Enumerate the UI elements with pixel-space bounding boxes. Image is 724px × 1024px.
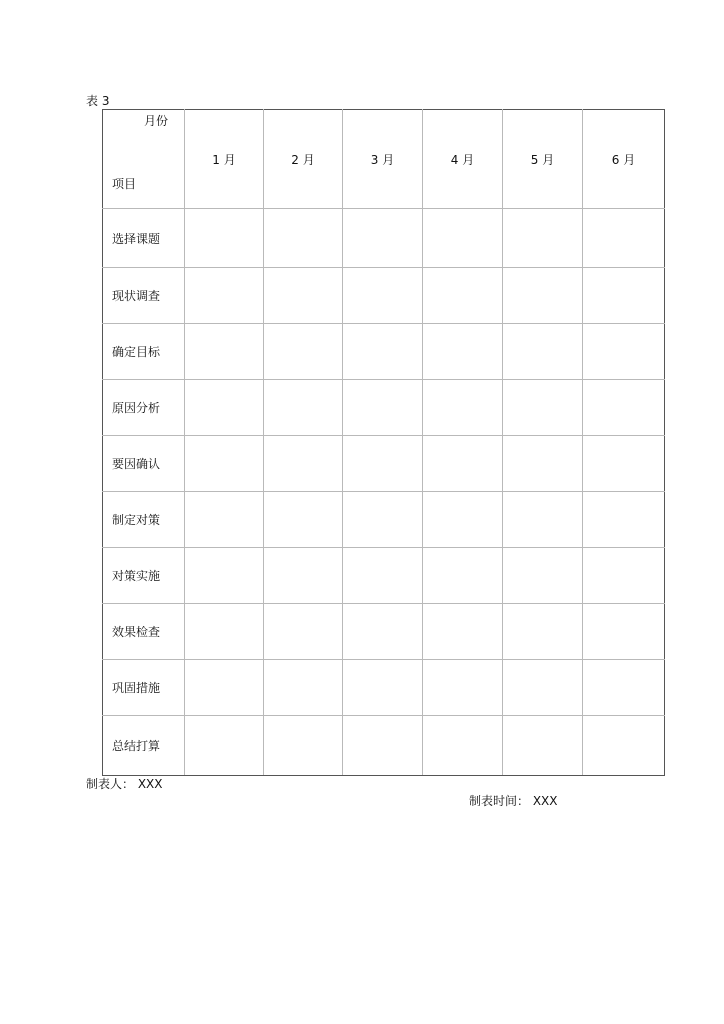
row-label-make-measures: 制定对策	[103, 492, 185, 548]
schedule-cell[interactable]	[343, 380, 423, 436]
row-label-consolidate: 巩固措施	[103, 660, 185, 716]
schedule-cell[interactable]	[503, 209, 583, 268]
schedule-cell[interactable]	[264, 268, 343, 324]
schedule-cell[interactable]	[503, 324, 583, 380]
corner-header-cell	[103, 110, 185, 209]
schedule-cell[interactable]	[423, 548, 503, 604]
schedule-cell[interactable]	[264, 716, 343, 776]
schedule-cell[interactable]	[503, 604, 583, 660]
schedule-cell[interactable]	[343, 324, 423, 380]
schedule-cell[interactable]	[343, 548, 423, 604]
schedule-cell[interactable]	[423, 209, 503, 268]
schedule-cell[interactable]	[343, 209, 423, 268]
schedule-cell[interactable]	[185, 660, 264, 716]
schedule-cell[interactable]	[185, 716, 264, 776]
schedule-cell[interactable]	[185, 604, 264, 660]
schedule-cell[interactable]	[423, 660, 503, 716]
schedule-cell[interactable]	[503, 548, 583, 604]
schedule-cell[interactable]	[583, 268, 665, 324]
schedule-cell[interactable]	[583, 716, 665, 776]
schedule-cell[interactable]	[264, 604, 343, 660]
schedule-cell[interactable]	[583, 604, 665, 660]
schedule-cell[interactable]	[343, 492, 423, 548]
schedule-cell[interactable]	[343, 604, 423, 660]
schedule-cell[interactable]	[185, 548, 264, 604]
schedule-cell[interactable]	[503, 660, 583, 716]
schedule-cell[interactable]	[423, 716, 503, 776]
schedule-cell[interactable]	[264, 380, 343, 436]
schedule-cell[interactable]	[503, 436, 583, 492]
schedule-cell[interactable]	[423, 492, 503, 548]
schedule-cell[interactable]	[423, 380, 503, 436]
table-row	[103, 604, 665, 660]
schedule-cell[interactable]	[583, 380, 665, 436]
month-header-5: 5 月	[503, 110, 583, 209]
row-label-key-cause: 要因确认	[103, 436, 185, 492]
schedule-cell[interactable]	[343, 436, 423, 492]
month-header-1: 1 月	[185, 110, 264, 209]
schedule-cell[interactable]	[583, 324, 665, 380]
schedule-cell[interactable]	[264, 324, 343, 380]
schedule-cell[interactable]	[343, 660, 423, 716]
schedule-cell[interactable]	[185, 436, 264, 492]
schedule-cell[interactable]	[185, 209, 264, 268]
item-axis-label: 项目	[112, 177, 137, 191]
table-row	[103, 660, 665, 716]
schedule-cell[interactable]	[583, 548, 665, 604]
row-label-summary-plan: 总结打算	[103, 716, 185, 776]
header-row	[103, 110, 665, 209]
schedule-cell[interactable]	[583, 209, 665, 268]
month-axis-label: 月份	[143, 114, 168, 128]
row-label-effect-check: 效果检查	[103, 604, 185, 660]
schedule-cell[interactable]	[343, 716, 423, 776]
schedule-cell[interactable]	[583, 660, 665, 716]
table-row	[103, 436, 665, 492]
schedule-cell[interactable]	[185, 324, 264, 380]
table-row	[103, 492, 665, 548]
table-row	[103, 716, 665, 776]
row-label-status-survey: 现状调查	[103, 268, 185, 324]
schedule-cell[interactable]	[264, 492, 343, 548]
schedule-cell[interactable]	[503, 268, 583, 324]
schedule-cell[interactable]	[343, 268, 423, 324]
schedule-cell[interactable]	[185, 492, 264, 548]
schedule-cell[interactable]	[185, 380, 264, 436]
table-date-note: 制表时间： XXX	[469, 794, 558, 808]
table-row	[103, 324, 665, 380]
schedule-cell[interactable]	[264, 209, 343, 268]
table-caption: 表 3	[86, 94, 110, 108]
row-label-cause-analysis: 原因分析	[103, 380, 185, 436]
schedule-cell[interactable]	[264, 660, 343, 716]
schedule-cell[interactable]	[423, 436, 503, 492]
table-row	[103, 548, 665, 604]
table-row	[103, 209, 665, 268]
schedule-cell[interactable]	[503, 492, 583, 548]
month-header-2: 2 月	[264, 110, 343, 209]
schedule-cell[interactable]	[264, 436, 343, 492]
table-maker-note: 制表人： XXX	[86, 777, 163, 791]
schedule-table	[102, 109, 665, 776]
month-header-6: 6 月	[583, 110, 665, 209]
schedule-cell[interactable]	[503, 380, 583, 436]
schedule-cell[interactable]	[583, 492, 665, 548]
row-label-select-topic: 选择课题	[103, 209, 185, 268]
schedule-cell[interactable]	[264, 548, 343, 604]
table-row	[103, 380, 665, 436]
table-row	[103, 268, 665, 324]
schedule-cell[interactable]	[423, 324, 503, 380]
schedule-cell[interactable]	[503, 716, 583, 776]
schedule-cell[interactable]	[185, 268, 264, 324]
schedule-cell[interactable]	[583, 436, 665, 492]
row-label-implement-measures: 对策实施	[103, 548, 185, 604]
row-label-set-goal: 确定目标	[103, 324, 185, 380]
month-header-4: 4 月	[423, 110, 503, 209]
schedule-cell[interactable]	[423, 604, 503, 660]
month-header-3: 3 月	[343, 110, 423, 209]
schedule-cell[interactable]	[423, 268, 503, 324]
